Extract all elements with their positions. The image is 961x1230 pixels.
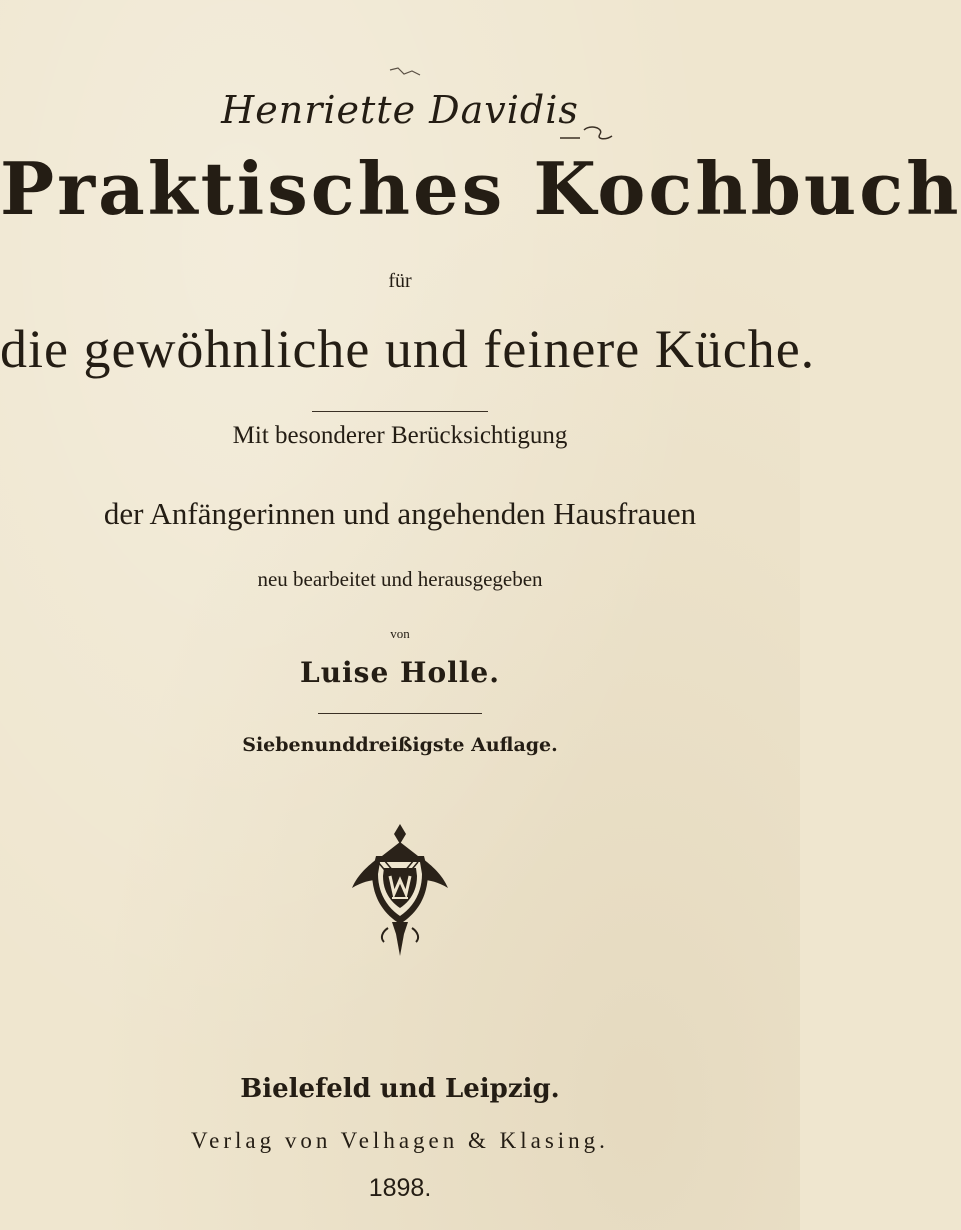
publication-year: 1898. xyxy=(368,1174,432,1202)
subtitle: die gewöhnliche und feinere Küche. xyxy=(0,319,816,379)
pencil-mark-icon xyxy=(560,118,660,148)
publisher-crest-icon xyxy=(348,822,452,958)
by-text: von xyxy=(390,626,410,641)
for-text: für xyxy=(388,270,412,292)
audience-text: der Anfängerinnen und angehenden Hausfrauen xyxy=(103,496,697,531)
book-title: Praktisches Kochbuch xyxy=(0,146,961,231)
special-consideration-text: Mit besonderer Berücksichtigung xyxy=(232,422,568,449)
divider-rule xyxy=(312,411,488,412)
places-text: Bielefeld und Leipzig. xyxy=(240,1074,560,1104)
edition-text: Siebenunddreißigste Auflage. xyxy=(242,734,558,756)
editor-name: Luise Holle. xyxy=(300,656,500,689)
pencil-mark-icon xyxy=(388,56,488,86)
publisher-text: Verlag von Velhagen & Klasing. xyxy=(191,1128,609,1153)
author-name: Henriette Davidis xyxy=(221,88,579,132)
divider-rule xyxy=(318,713,482,714)
edited-text: neu bearbeitet und herausgegeben xyxy=(257,567,543,591)
